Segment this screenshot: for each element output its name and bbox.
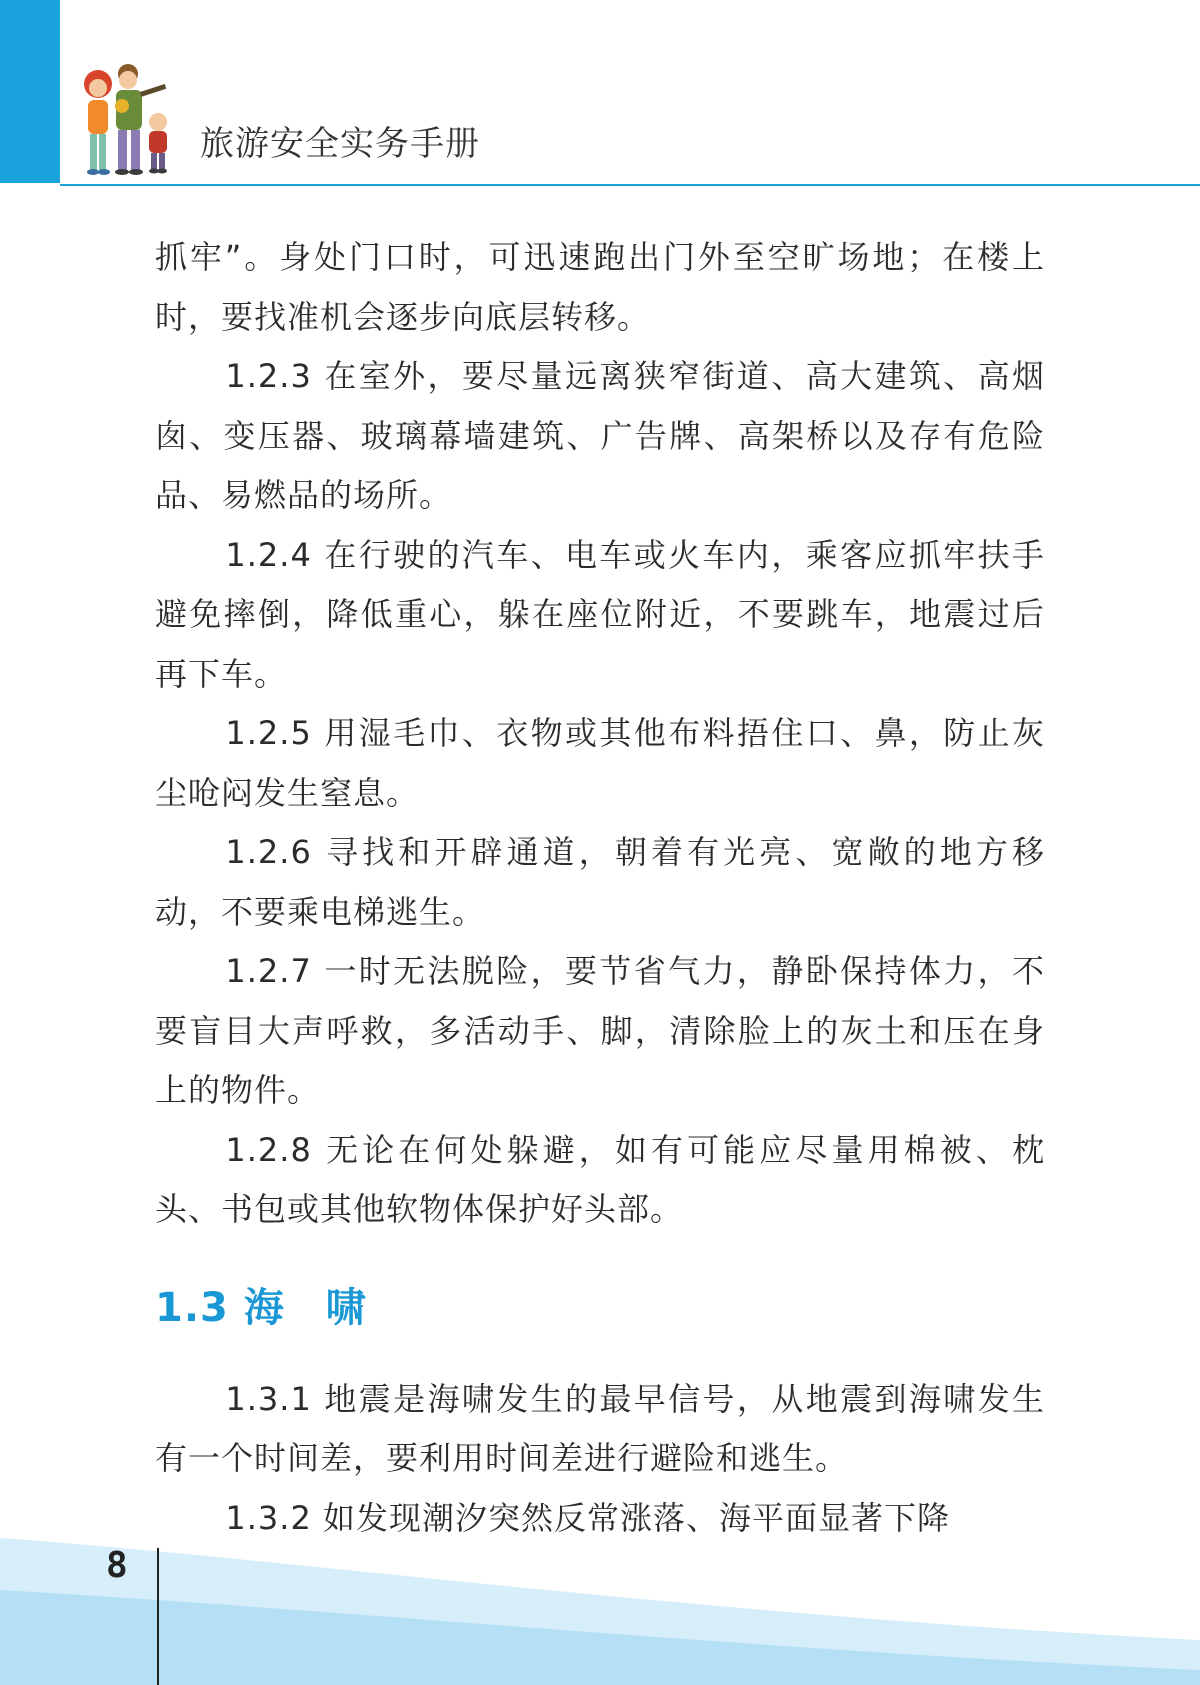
page-number-divider — [157, 1548, 159, 1685]
paragraph-1-2-3: 1.2.3 在室外，要尽量远离狭窄街道、高大建筑、高烟囱、变压器、玻璃幕墙建筑、广告牌、高架桥以及存有危险品、易燃品的场所。 — [155, 357, 1045, 514]
paragraph-continuation: 抓牢”。身处门口时，可迅速跑出门外至空旷场地；在楼上时，要找准机会逐步向底层转移。 — [155, 238, 1045, 336]
page-number: 8 — [106, 1545, 128, 1586]
paragraph-1-2-6: 1.2.6 寻找和开辟通道，朝着有光亮、宽敞的地方移动，不要乘电梯逃生。 — [155, 833, 1045, 931]
section-heading-tsunami: 1.3 海 啸 — [155, 1284, 367, 1331]
paragraph-1-2-5: 1.2.5 用湿毛巾、衣物或其他布料捂住口、鼻，防止灰尘呛闷发生窒息。 — [155, 714, 1045, 812]
book-title: 旅游安全实务手册 — [200, 124, 480, 164]
header-divider — [60, 184, 1200, 186]
paragraph-1-2-4: 1.2.4 在行驶的汽车、电车或火车内，乘客应抓牢扶手避免摔倒，降低重心，躲在座位附近，不要跳车，地震过后再下车。 — [155, 535, 1045, 693]
header-color-tab — [0, 0, 60, 183]
paragraph-1-2-7: 1.2.7 一时无法脱险，要节省气力，静卧保持体力，不要盲目大声呼救，多活动手、脚，清除脸上的灰土和压在身上的物件。 — [155, 952, 1045, 1109]
page-content — [155, 228, 1045, 1548]
paragraph-1-3-2: 1.3.2 如发现潮汐突然反常涨落、海平面显著下降 — [225, 1498, 950, 1537]
paragraph-1-3-1: 1.3.1 地震是海啸发生的最早信号，从地震到海啸发生有一个时间差，要利用时间差进行避险和逃生。 — [155, 1379, 1045, 1477]
footer-wave-decoration — [0, 1520, 1200, 1685]
family-tourists-illustration — [76, 62, 196, 180]
paragraph-1-2-8: 1.2.8 无论在何处躲避，如有可能应尽量用棉被、枕头、书包或其他软物体保护好头部。 — [155, 1130, 1045, 1228]
